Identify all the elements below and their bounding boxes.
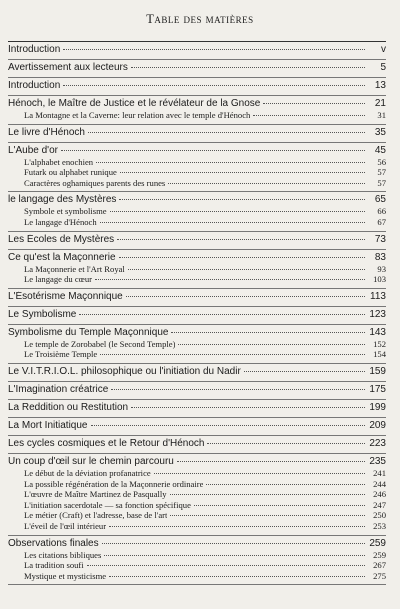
toc-section [8, 535, 386, 586]
toc-subentry-page-number: 247 [373, 499, 386, 510]
toc-subentry [8, 157, 386, 168]
toc-subentry-label: L'alphabet enochien [24, 156, 94, 167]
dot-leader [91, 425, 366, 426]
dot-leader [87, 565, 365, 566]
toc-entry-page-number: 5 [380, 62, 386, 73]
toc-entry-page-number: 35 [374, 126, 386, 138]
toc-subentry-label: Le Troisième Temple [24, 349, 98, 360]
toc-entry-label: Ce qu'est la Maçonnerie [8, 251, 116, 263]
toc-subentry [8, 500, 386, 511]
toc-entry-label: La Reddition ou Restitution [8, 401, 129, 413]
toc-subentry-label: Le temple de Zorobabel (le Second Temple) [24, 338, 176, 349]
toc-entry-page-number: 65 [374, 194, 386, 206]
toc-entry [8, 291, 386, 303]
dot-leader [131, 67, 365, 68]
toc-entry-label: La Mort Initiatique [8, 419, 88, 431]
toc-subentry [8, 560, 386, 571]
toc-entry-label: Hénoch, le Maître de Justice et le révélateur de la Gnose [8, 98, 261, 109]
dot-leader [63, 49, 365, 50]
toc-entry-label: Les cycles cosmiques et le Retour d'Hénoch [8, 437, 205, 449]
toc-subentry-label: La possible régénération de la Maçonnerie ordinaire [24, 478, 204, 489]
toc-subentry [8, 206, 386, 217]
toc-entry [8, 438, 386, 450]
toc-section [8, 288, 386, 306]
toc-subentry-page-number: 246 [373, 489, 386, 500]
dot-leader [207, 443, 365, 444]
dot-leader [109, 526, 365, 527]
toc-entry-page-number: 259 [369, 537, 386, 549]
toc-section [8, 124, 386, 142]
dot-leader [128, 269, 365, 270]
toc-entry [8, 366, 386, 378]
dot-leader [119, 257, 365, 258]
dot-leader [79, 314, 365, 315]
toc-entry-label: Observations finales [8, 537, 99, 549]
dot-leader [117, 239, 365, 240]
toc-entry-label: Avertissement aux lecteurs [8, 62, 128, 73]
dot-leader [253, 115, 365, 116]
toc-section [8, 435, 386, 453]
dot-leader [100, 354, 365, 355]
toc-entry-page-number: 123 [369, 308, 386, 320]
toc-subentry-page-number: 103 [373, 274, 386, 285]
toc-entry-page-number: v [381, 44, 386, 55]
toc-section [8, 59, 386, 77]
toc-entry [8, 62, 386, 74]
toc-entry [8, 234, 386, 246]
toc-entry-page-number: 113 [370, 290, 386, 302]
toc-entry-label: le langage des Mystères [8, 194, 117, 206]
toc-subentry-label: Le langage d'Hénoch [24, 216, 97, 227]
dot-leader [88, 132, 365, 133]
dot-leader [109, 576, 365, 577]
dot-leader [100, 222, 365, 223]
toc-subentry-label: Symbole et symbolisme [24, 206, 107, 217]
toc-entry-page-number: 83 [374, 251, 386, 263]
toc-subentry-label: Futark ou alphabet runique [24, 167, 117, 178]
dot-leader [110, 211, 365, 212]
toc-section [8, 77, 386, 95]
toc-subentry [8, 571, 386, 582]
toc-entry-page-number: 223 [369, 437, 386, 449]
toc-subentry-page-number: 154 [373, 349, 386, 360]
dot-leader [102, 543, 365, 544]
toc-subentry [8, 274, 386, 285]
dot-leader [126, 296, 365, 297]
toc-subentry-page-number: 57 [377, 177, 386, 188]
toc-entry-label: Le livre d'Hénoch [8, 126, 85, 138]
toc-subentry [8, 264, 386, 275]
toc-subentry [8, 217, 386, 228]
toc-entry-label: Le Symbolisme [8, 308, 77, 320]
dot-leader [154, 473, 365, 474]
dot-leader [170, 515, 365, 516]
toc-section [8, 95, 386, 124]
toc-subentry-label: L'œuvre de Maître Martinez de Pasqually [24, 489, 167, 500]
toc-entry-page-number: 45 [374, 144, 386, 156]
toc-subentry-page-number: 275 [373, 570, 386, 581]
toc-entry-label: Introduction [8, 44, 61, 55]
toc-subentry-page-number: 57 [377, 167, 386, 178]
dot-leader [119, 199, 365, 200]
toc-section [8, 191, 386, 230]
toc-subentry-label: L'initiation sacerdotale — sa fonction spécifique [24, 499, 191, 510]
toc-subentry-label: Le métier (Craft) et l'adresse, base de l'art [24, 510, 168, 521]
dot-leader [104, 555, 365, 556]
toc-subentry-page-number: 66 [377, 206, 386, 217]
toc-section [8, 363, 386, 381]
toc-subentry [8, 550, 386, 561]
toc-subentry [8, 110, 386, 121]
toc-subentry-label: L'éveil de l'œil intérieur [24, 520, 107, 531]
toc-entry-label: Introduction [8, 80, 61, 91]
dot-leader [111, 389, 365, 390]
toc-subentry-page-number: 253 [373, 520, 386, 531]
dot-leader [171, 332, 365, 333]
toc-section [8, 41, 386, 59]
toc-subentry [8, 468, 386, 479]
toc-subentry-label: Mystique et mysticisme [24, 570, 107, 581]
toc-entry-label: Les Écoles de Mystères [8, 233, 115, 245]
dot-leader [206, 484, 365, 485]
toc-entry-page-number: 235 [369, 455, 386, 467]
toc-entry [8, 44, 386, 56]
dot-leader [96, 162, 365, 163]
toc-subentry-label: La tradition soufi [24, 560, 84, 571]
toc-subentry [8, 167, 386, 178]
toc-subentry-label: Le début de la déviation profanatrice [24, 467, 151, 478]
dot-leader [194, 505, 365, 506]
dot-leader [177, 461, 365, 462]
toc-subentry-page-number: 31 [377, 110, 386, 120]
toc-entry-page-number: 143 [369, 326, 386, 338]
dot-leader [120, 172, 365, 173]
toc-subentry-label: La Maçonnerie et l'Art Royal [24, 263, 125, 274]
toc-entry-page-number: 159 [369, 365, 386, 377]
dot-leader [63, 85, 365, 86]
dot-leader [263, 103, 365, 104]
toc-section [8, 399, 386, 417]
toc-section [8, 249, 386, 288]
toc-entry [8, 420, 386, 432]
toc-section [8, 324, 386, 363]
dot-leader [168, 183, 365, 184]
toc-entry [8, 384, 386, 396]
toc-subentry [8, 489, 386, 500]
toc-entry-label: L'Imagination créatrice [8, 383, 109, 395]
toc-section [8, 381, 386, 399]
dot-leader [61, 150, 365, 151]
toc-entry [8, 145, 386, 157]
toc-subentry-page-number: 241 [373, 467, 386, 478]
toc-subentry-page-number: 259 [373, 549, 386, 560]
toc-subentry-label: La Montagne et la Caverne: leur relation avec le temple d'Hénoch [24, 110, 251, 120]
toc-subentry-label: Les citations bibliques [24, 549, 102, 560]
toc-entry-page-number: 175 [369, 383, 386, 395]
dot-leader [178, 344, 365, 345]
toc-entry-page-number: 199 [369, 401, 386, 413]
toc-entry [8, 327, 386, 339]
toc-entry-label: L'Ésotérisme Maçonnique [8, 290, 123, 302]
toc-section [8, 142, 386, 192]
toc-entry-page-number: 209 [369, 419, 386, 431]
dot-leader [244, 371, 365, 372]
toc-entry-label: Un coup d'œil sur le chemin parcouru [8, 455, 174, 467]
toc-subentry-page-number: 250 [373, 510, 386, 521]
toc-entry [8, 98, 386, 110]
page-title: Table des matières [146, 12, 254, 26]
toc-subentry-label: Caractères oghamiques parents des runes [24, 177, 166, 188]
dot-leader [170, 494, 365, 495]
toc-entry-label: Symbolisme du Temple Maçonnique [8, 326, 169, 338]
toc-subentry-page-number: 244 [373, 478, 386, 489]
toc-subentry [8, 339, 386, 350]
toc-subentry-page-number: 56 [377, 156, 386, 167]
toc-section [8, 453, 386, 535]
toc-subentry-page-number: 93 [377, 263, 386, 274]
table-of-contents [8, 41, 386, 585]
toc-subentry [8, 349, 386, 360]
toc-entry [8, 538, 386, 550]
toc-entry-label: Le V.I.T.R.I.O.L. philosophique ou l'initiation du Nadir [8, 365, 241, 377]
toc-entry [8, 252, 386, 264]
toc-subentry [8, 510, 386, 521]
toc-entry [8, 80, 386, 92]
toc-subentry-label: Le langage du cœur [24, 274, 93, 285]
toc-section [8, 231, 386, 249]
toc-entry-page-number: 13 [374, 80, 386, 91]
dot-leader [131, 407, 365, 408]
toc-section [8, 306, 386, 324]
toc-entry-page-number: 21 [374, 98, 386, 109]
toc-entry-page-number: 73 [374, 233, 386, 245]
toc-subentry-page-number: 152 [373, 338, 386, 349]
toc-entry [8, 309, 386, 321]
toc-subentry [8, 479, 386, 490]
toc-subentry-page-number: 67 [377, 216, 386, 227]
toc-entry [8, 456, 386, 468]
toc-entry-label: L'Aube d'or [8, 144, 58, 156]
toc-entry [8, 127, 386, 139]
dot-leader [95, 279, 365, 280]
toc-subentry [8, 521, 386, 532]
toc-subentry-page-number: 267 [373, 560, 386, 571]
toc-section [8, 417, 386, 435]
toc-entry [8, 194, 386, 206]
toc-entry [8, 402, 386, 414]
toc-subentry [8, 178, 386, 189]
